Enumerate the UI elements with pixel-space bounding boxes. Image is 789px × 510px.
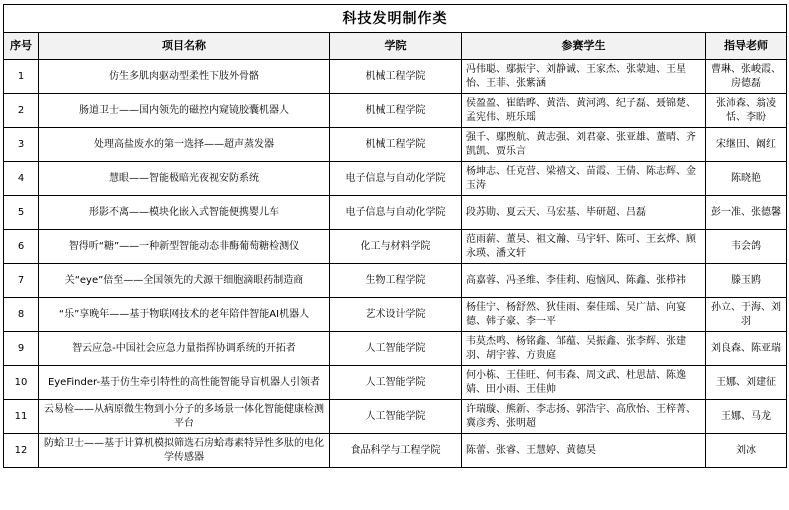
awards-table [3, 4, 787, 468]
cell-index: 4 [4, 162, 39, 196]
cell-project: 智云应急-中国社会应急力量指挥协调系统的开拓者 [39, 332, 330, 366]
cell-college: 电子信息与自动化学院 [330, 162, 462, 196]
cell-students: 段苏勋、夏云天、马宏基、毕研超、吕磊 [462, 196, 706, 230]
cell-students: 陈蕾、张睿、王慧婷、黄德昊 [462, 434, 706, 468]
table-row [4, 60, 787, 94]
cell-students: 何小栋、王佳旺、何韦森、周文武、杜思喆、陈逸婧、田小雨、王佳帅 [462, 366, 706, 400]
table-row [4, 298, 787, 332]
cell-project: 慧眼——智能极暗光夜视安防系统 [39, 162, 330, 196]
cell-college: 人工智能学院 [330, 400, 462, 434]
cell-college: 生物工程学院 [330, 264, 462, 298]
cell-teachers: 宋继田、阚红 [706, 128, 787, 162]
cell-teachers: 韦会鸽 [706, 230, 787, 264]
cell-index: 7 [4, 264, 39, 298]
cell-college: 机械工程学院 [330, 60, 462, 94]
cell-index: 9 [4, 332, 39, 366]
cell-college: 机械工程学院 [330, 128, 462, 162]
cell-project: 云易检——从病原微生物到小分子的多场景一体化智能健康检测平台 [39, 400, 330, 434]
cell-students: 侯盈盈、崔皓晔、黄浩、黄河鸿、纪子磊、聂锦楚、孟宪伟、班乐瑶 [462, 94, 706, 128]
table-row [4, 94, 787, 128]
table-row [4, 434, 787, 468]
table-row [4, 264, 787, 298]
cell-college: 人工智能学院 [330, 332, 462, 366]
cell-college: 食品科学与工程学院 [330, 434, 462, 468]
header-row [4, 33, 787, 60]
cell-index: 3 [4, 128, 39, 162]
cell-college: 电子信息与自动化学院 [330, 196, 462, 230]
cell-index: 5 [4, 196, 39, 230]
table-row [4, 230, 787, 264]
cell-students: 杨坤志、任克营、梁禧文、苗霞、王倩、陈志辉、金玉涛 [462, 162, 706, 196]
table-row [4, 196, 787, 230]
cell-project: 防蛤卫士——基于计算机模拟筛选石房蛤毒素特异性多肽的电化学传感器 [39, 434, 330, 468]
cell-project: 肠道卫士——国内领先的磁控内窥镜胶囊机器人 [39, 94, 330, 128]
cell-teachers: 王娜、马龙 [706, 400, 787, 434]
awards-table-container [3, 4, 786, 468]
table-row [4, 128, 787, 162]
cell-students: 强千、鄢煦航、黄志强、刘君豪、张亚雄、董晴、齐凯凯、贾乐言 [462, 128, 706, 162]
table-row [4, 162, 787, 196]
table-row [4, 366, 787, 400]
cell-index: 12 [4, 434, 39, 468]
cell-teachers: 张沛森、翁凌恬、李盼 [706, 94, 787, 128]
cell-teachers: 王娜、刘建征 [706, 366, 787, 400]
cell-college: 艺术设计学院 [330, 298, 462, 332]
cell-teachers: 滕玉鸥 [706, 264, 787, 298]
cell-teachers: 曹琳、张峻霞、房德磊 [706, 60, 787, 94]
cell-students: 韦莫杰鸣、杨铭鑫、邹蕴、吴振鑫、张李辉、张建羽、胡宇蓉、方贵庭 [462, 332, 706, 366]
cell-project: 仿生多肌肉驱动型柔性下肢外骨骼 [39, 60, 330, 94]
cell-teachers: 孙立、于海、刘羽 [706, 298, 787, 332]
header-college: 学院 [330, 33, 462, 60]
cell-project: 处理高盐废水的第一选择——超声蒸发器 [39, 128, 330, 162]
cell-index: 11 [4, 400, 39, 434]
cell-college: 机械工程学院 [330, 94, 462, 128]
cell-project: 智得听“糖”——一种新型智能动态非酶葡萄糖检测仪 [39, 230, 330, 264]
header-teachers: 指导老师 [706, 33, 787, 60]
table-row [4, 332, 787, 366]
cell-teachers: 彭一准、张德馨 [706, 196, 787, 230]
cell-students: 许瑞璇、熊新、李志扬、郭浩宇、高欣怡、王梓菁、冀彦秀、张明超 [462, 400, 706, 434]
cell-project: EyeFinder-基于仿生牵引特性的高性能智能导盲机器人引领者 [39, 366, 330, 400]
cell-students: 高嘉蓉、冯圣维、李佳莉、庖恼风、陈鑫、张栉祎 [462, 264, 706, 298]
cell-index: 2 [4, 94, 39, 128]
header-index: 序号 [4, 33, 39, 60]
cell-teachers: 陈晓艳 [706, 162, 787, 196]
cell-project: “乐”享晚年——基于物联网技术的老年陪伴智能AI机器人 [39, 298, 330, 332]
cell-college: 化工与材料学院 [330, 230, 462, 264]
cell-index: 6 [4, 230, 39, 264]
cell-students: 杨佳宁、杨舒然、狄佳雨、秦佳瑶、吴广喆、向宴德、韩子豪、李一平 [462, 298, 706, 332]
cell-teachers: 刘良森、陈亚瑞 [706, 332, 787, 366]
table-row [4, 400, 787, 434]
cell-project: 形影不离——模块化嵌入式智能便携婴儿车 [39, 196, 330, 230]
cell-index: 8 [4, 298, 39, 332]
header-students: 参赛学生 [462, 33, 706, 60]
cell-students: 范雨薪、董昊、祖文瀚、马宇轩、陈可、王玄烨、顾永瑛、潘文轩 [462, 230, 706, 264]
cell-teachers: 刘冰 [706, 434, 787, 468]
cell-college: 人工智能学院 [330, 366, 462, 400]
cell-project: 关“eye”倍至——全国领先的犬源干细胞滴眼药制造商 [39, 264, 330, 298]
cell-students: 冯伟聪、鄢振宇、刘静诚、王家杰、张蒙迪、王星怡、王菲、张紫涵 [462, 60, 706, 94]
cell-index: 10 [4, 366, 39, 400]
table-title: 科技发明制作类 [4, 5, 787, 33]
cell-index: 1 [4, 60, 39, 94]
header-project: 项目名称 [39, 33, 330, 60]
